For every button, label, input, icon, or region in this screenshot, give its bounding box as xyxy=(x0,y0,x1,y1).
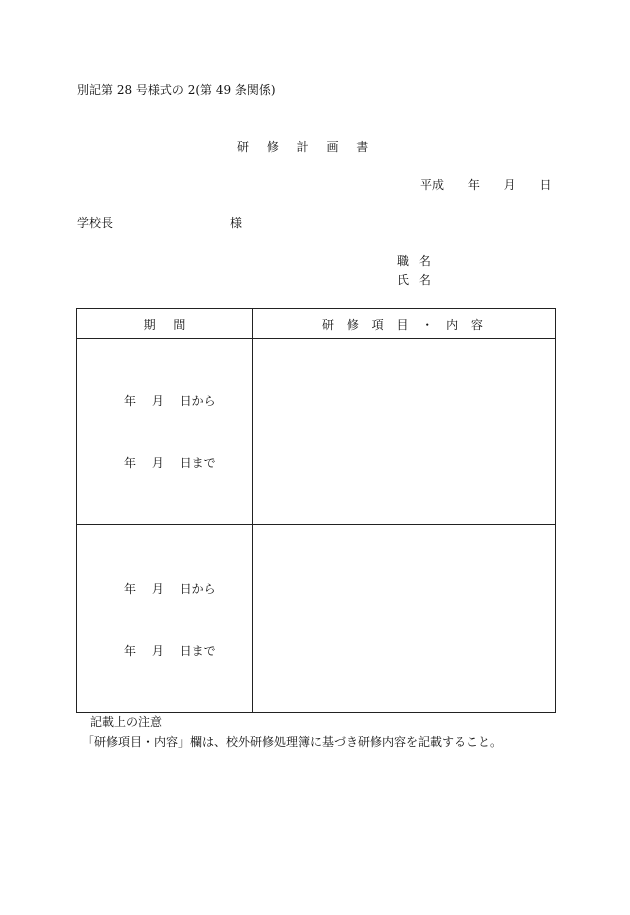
date-line: 平成 年 月 日 xyxy=(420,178,552,192)
row-2-period-from: 年 月 日から xyxy=(124,582,216,596)
addressee-honorific: 様 xyxy=(230,216,243,230)
row-1-period-to: 年 月 日まで xyxy=(124,456,216,470)
applicant-name-label: 氏 名 xyxy=(397,273,431,287)
addressee xyxy=(77,217,247,229)
notes-heading: 記載上の注意 xyxy=(90,715,163,729)
applicant-job-title-label: 職 名 xyxy=(397,254,431,268)
row-2-content-cell xyxy=(253,525,555,712)
row-2-period-to: 年 月 日まで xyxy=(124,644,216,658)
form-reference: 別記第 28 号様式の 2(第 49 条関係) xyxy=(77,83,276,97)
header-period: 期 間 xyxy=(143,318,186,332)
row-1-content-cell xyxy=(253,339,555,524)
header-training-content: 研 修 項 目 ・ 内 容 xyxy=(322,318,486,332)
addressee-label: 学校長 xyxy=(77,216,114,230)
document-title: 研 修 計 画 書 xyxy=(237,140,370,154)
row-1-period-from: 年 月 日から xyxy=(124,394,216,408)
training-plan-table xyxy=(76,308,556,713)
notes-text: 「研修項目・内容」欄は、校外研修処理簿に基づき研修内容を記載すること。 xyxy=(82,735,503,749)
